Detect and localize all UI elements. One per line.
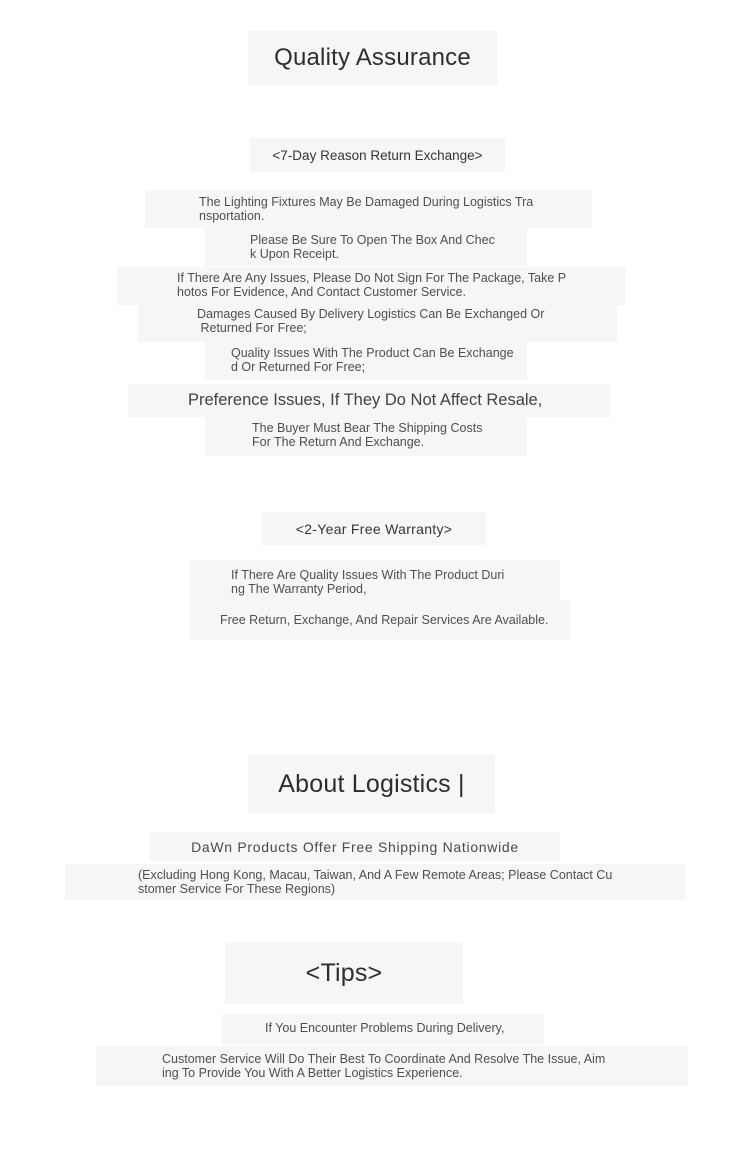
buyer-bears-shipping-note	[205, 417, 527, 456]
about-logistics-title-box	[248, 755, 495, 813]
note-line: Quality Issues With The Product Can Be Exchange	[231, 346, 514, 360]
tips-body-note	[96, 1046, 688, 1086]
preference-issues-emphasis	[128, 384, 610, 417]
note-line: ng The Warranty Period,	[231, 582, 367, 597]
seven-day-return-subtitle-box	[250, 138, 505, 172]
note-line: Please Be Sure To Open The Box And Chec	[250, 233, 495, 247]
tips-title-box	[225, 942, 463, 1004]
note-line: d Or Returned For Free;	[231, 360, 366, 375]
do-not-sign-note	[117, 267, 625, 305]
note-line: The Buyer Must Bear The Shipping Costs	[252, 421, 483, 435]
note-line: Returned For Free;	[197, 321, 307, 336]
tips-title: <Tips>	[305, 958, 383, 987]
note-line: stomer Service For These Regions)	[138, 882, 336, 897]
note-line: The Lighting Fixtures May Be Damaged During Logistics Tra	[199, 195, 534, 209]
note-line: Free Return, Exchange, And Repair Services Are Available.	[220, 613, 549, 627]
note-line: k Upon Receipt.	[250, 247, 339, 262]
quality-assurance-title-box	[248, 31, 497, 85]
note-line: If You Encounter Problems During Delivery,	[265, 1021, 505, 1035]
free-shipping-line: DaWn Products Offer Free Shipping Nationwide	[191, 838, 519, 855]
two-year-warranty-subtitle: <2-Year Free Warranty>	[295, 520, 453, 537]
note-line: Damages Caused By Delivery Logistics Can Be Exchanged Or	[197, 307, 545, 321]
note-line: If There Are Quality Issues With The Product Duri	[231, 568, 505, 582]
quality-issue-exchange-note	[205, 342, 527, 380]
seven-day-return-subtitle: <7-Day Reason Return Exchange>	[272, 147, 483, 163]
note-line: ing To Provide You With A Better Logistics Experience.	[162, 1066, 463, 1081]
note-line: hotos For Evidence, And Contact Customer Service.	[177, 285, 467, 300]
damage-during-transport-note	[145, 190, 592, 228]
note-line: nsportation.	[199, 209, 265, 224]
warranty-period-note	[190, 560, 560, 600]
note-line: Customer Service Will Do Their Best To Coordinate And Resolve The Issue, Aim	[162, 1052, 606, 1066]
logistics-damage-exchange-note	[138, 305, 617, 342]
tips-intro-note	[222, 1014, 544, 1044]
open-box-check-note	[205, 228, 527, 266]
emphasis-line: Preference Issues, If They Do Not Affect Resale,	[188, 391, 543, 409]
note-line: For The Return And Exchange.	[252, 435, 425, 450]
shipping-exclusion-note	[65, 864, 685, 900]
quality-assurance-title: Quality Assurance	[274, 44, 471, 71]
about-logistics-title: About Logistics |	[278, 769, 465, 798]
note-line: If There Are Any Issues, Please Do Not Sign For The Package, Take P	[177, 271, 567, 285]
free-services-note	[190, 600, 570, 640]
two-year-warranty-subtitle-box	[262, 512, 486, 545]
free-shipping-line-box	[150, 832, 560, 861]
note-line: (Excluding Hong Kong, Macau, Taiwan, And A Few Remote Areas; Please Contact Cu	[138, 868, 613, 882]
